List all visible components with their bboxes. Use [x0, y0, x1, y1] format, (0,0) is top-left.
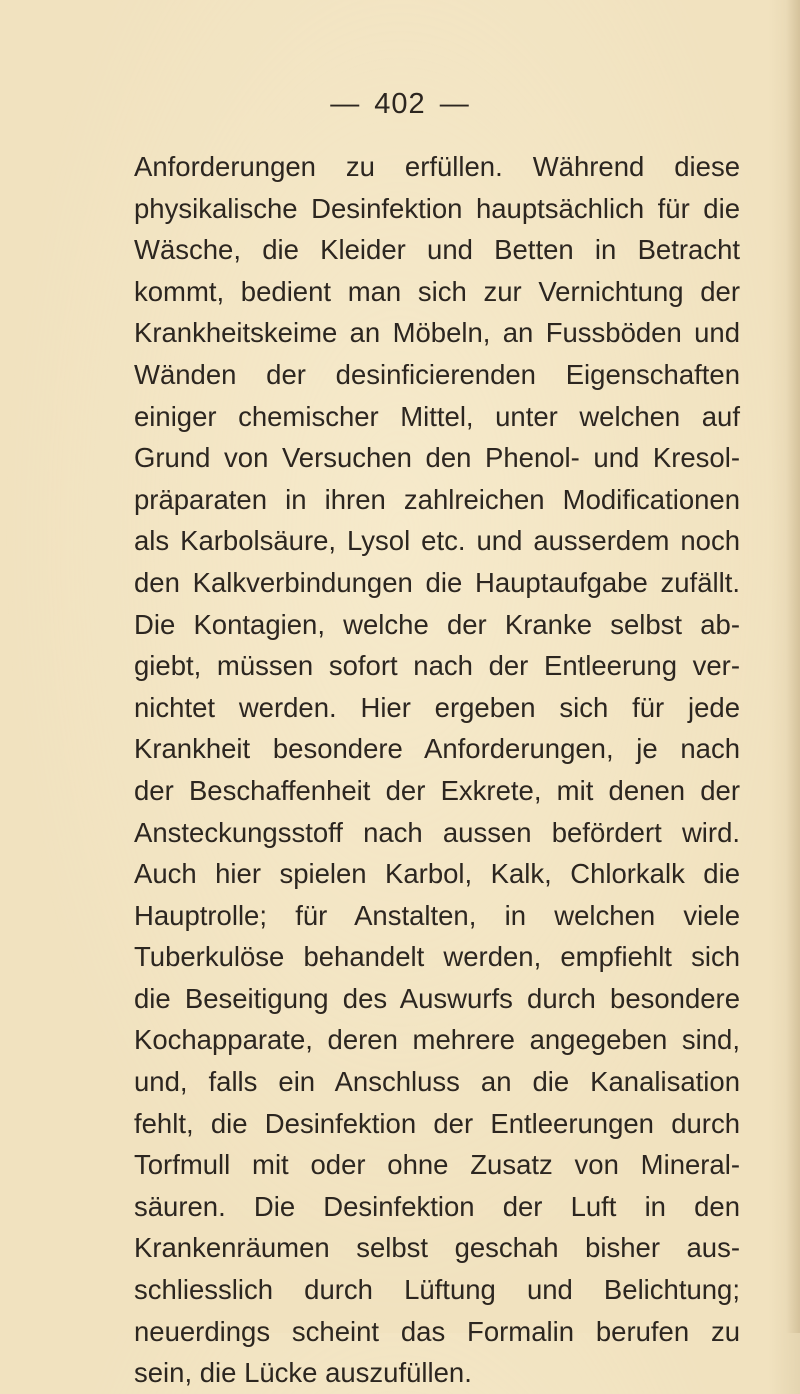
text-line: und, falls ein Anschluss an die Kanalisation	[134, 1066, 740, 1098]
text-line: Auch hier spielen Karbol, Kalk, Chlorkalk die	[134, 858, 740, 890]
text-line: fehlt, die Desinfektion der Entleerungen durch	[134, 1107, 740, 1139]
page-number-dash-right: —	[439, 88, 470, 120]
text-line: als Karbolsäure, Lysol etc. und ausserdem noch	[134, 525, 740, 557]
text-line: Torfmull mit oder ohne Zusatz von Mineral-	[134, 1149, 740, 1181]
text-line: nichtet werden. Hier ergeben sich für jede	[134, 691, 740, 723]
text-line: Hauptrolle; für Anstalten, in welchen viele	[134, 899, 740, 931]
text-line: Anforderungen zu erfüllen. Während diese	[134, 151, 740, 182]
text-line: kommt, bedient man sich zur Vernichtung der	[134, 275, 740, 307]
text-line: Tuberkulöse behandelt werden, empfiehlt sich	[134, 941, 740, 973]
text-line: die Beseitigung des Auswurfs durch besondere	[134, 982, 740, 1014]
text-line: schliesslich durch Lüftung und Belichtung;	[134, 1274, 740, 1306]
text-line: Wänden der desinficierenden Eigenschaften	[134, 358, 740, 390]
text-line: Krankenräumen selbst geschah bisher aus-	[134, 1232, 740, 1264]
text-line: präparaten in ihren zahlreichen Modificationen	[134, 483, 740, 515]
text-line: giebt, müssen sofort nach der Entleerung ver-	[134, 650, 740, 682]
text-line: neuerdings scheint das Formalin berufen zu	[134, 1315, 740, 1347]
text-line-last: sein, die Lücke auszufüllen.	[134, 1357, 472, 1389]
body-text	[134, 146, 740, 1394]
page-edge-shadow	[786, 0, 800, 1333]
page-number	[0, 88, 800, 121]
text-line: Wäsche, die Kleider und Betten in Betracht	[134, 234, 740, 266]
page-number-value: 402	[374, 88, 426, 120]
text-line: den Kalkverbindungen die Hauptaufgabe zufällt.	[134, 566, 740, 598]
page-number-dash-left: —	[330, 88, 361, 120]
text-line: Ansteckungsstoff nach aussen befördert wird.	[134, 816, 740, 848]
text-line: Die Kontagien, welche der Kranke selbst ab-	[134, 608, 740, 640]
text-line: Krankheit besondere Anforderungen, je nach	[134, 733, 740, 765]
text-line: physikalische Desinfektion hauptsächlich für die	[134, 192, 740, 224]
text-line: Krankheitskeime an Möbeln, an Fussböden und	[134, 317, 740, 349]
text-line: Kochapparate, deren mehrere angegeben sind,	[134, 1024, 740, 1056]
text-line: einiger chemischer Mittel, unter welchen auf	[134, 400, 740, 432]
text-line: säuren. Die Desinfektion der Luft in den	[134, 1190, 740, 1222]
text-line: Grund von Versuchen den Phenol- und Kresol-	[134, 442, 740, 474]
text-line: der Beschaffenheit der Exkrete, mit denen der	[134, 774, 740, 806]
